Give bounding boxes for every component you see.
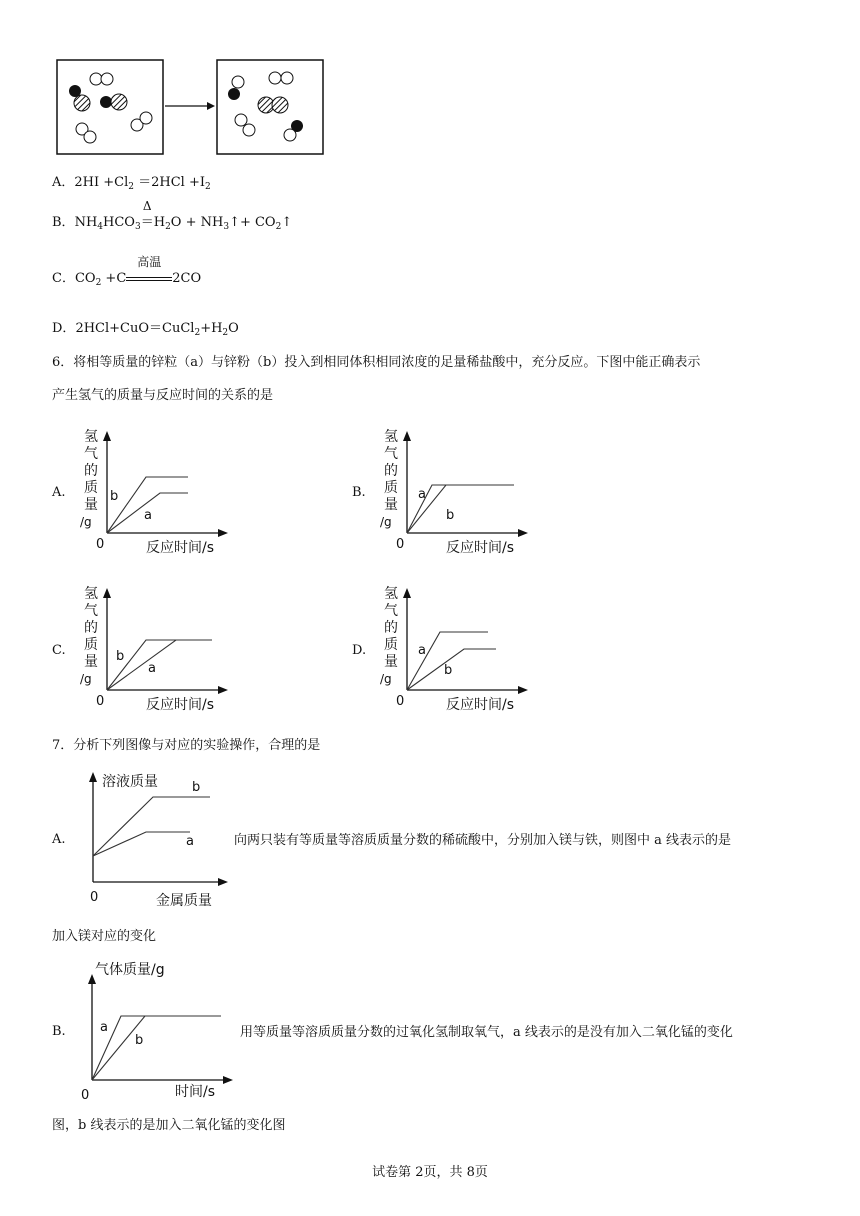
q6-option-c-letter: C. [52, 643, 66, 658]
q6-option-d-graph [376, 582, 546, 717]
q6-ylabel-char: /g [80, 672, 92, 686]
q6-ylabel-char: 的 [84, 620, 98, 636]
q6-ylabel-char: 氢 [84, 429, 98, 445]
q5-option-a: A．$2HI +Cl_2 =2HCl +I_2$ [52, 175, 211, 192]
q5-option-d: D．$2HCl+CuO=CuCl_2+H_2O$ [52, 321, 239, 338]
q6-origin-label: 0 [396, 537, 405, 552]
q7-option-a-letter: A. [52, 832, 66, 847]
q6-upper-line-label: a [418, 643, 426, 658]
q5-option-c: C．$CO_2 +C$ 高温 2CO [52, 255, 202, 288]
q6-option-a-graph [76, 425, 246, 560]
q6-ylabel-char: 质 [384, 480, 398, 496]
q6-ylabel-char: 氢 [384, 586, 398, 602]
q7-option-b-text2: 图，b 线表示的是加入二氧化锰的变化图 [52, 1118, 286, 1133]
q6-ylabel-char: 氢 [384, 429, 398, 445]
q6-lower-line-label: b [446, 508, 455, 523]
q6-xlabel: 反应时间/s [146, 540, 215, 556]
q6-ylabel-char: 质 [84, 480, 98, 496]
q7-option-b-graph [75, 960, 240, 1100]
q6-lower-line-label: b [444, 663, 453, 678]
q6-origin-label: 0 [96, 694, 105, 709]
svg-text:b: b [192, 780, 201, 795]
svg-text:0: 0 [90, 890, 99, 905]
q7-option-a-text1: 向两只装有等质量等溶质质量分数的稀硫酸中，分别加入镁与铁，则图中 a 线表示的是 [234, 833, 732, 848]
q6-ylabel-char: 氢 [84, 586, 98, 602]
svg-text:a: a [100, 1020, 108, 1035]
q6-xlabel: 反应时间/s [446, 697, 515, 713]
q6-stem-line2: 产生氢气的质量与反应时间的关系的是 [52, 388, 274, 403]
q6-lower-line-label: a [148, 661, 156, 676]
q6-ylabel-char: 气 [384, 446, 398, 462]
q6-ylabel-char: /g [380, 515, 392, 529]
svg-text:a: a [186, 834, 194, 849]
q6-origin-label: 0 [396, 694, 405, 709]
q6-ylabel-char: 气 [84, 603, 98, 619]
q6-origin-label: 0 [96, 537, 105, 552]
svg-text:0: 0 [81, 1088, 90, 1100]
q6-ylabel-char: 的 [84, 463, 98, 479]
q7-option-b-text1: 用等质量等溶质质量分数的过氧化氢制取氧气，a 线表示的是没有加入二氧化锰的变化 [240, 1025, 733, 1040]
q6-lower-line-label: a [144, 508, 152, 523]
q6-ylabel-char: 的 [384, 463, 398, 479]
q6-xlabel: 反应时间/s [146, 697, 215, 713]
q6-xlabel: 反应时间/s [446, 540, 515, 556]
q6-ylabel-char: 的 [384, 620, 398, 636]
q7-stem: 7．分析下列图像与对应的实验操作，合理的是 [52, 738, 321, 753]
svg-text:时间/s: 时间/s [175, 1084, 216, 1100]
q6-option-b-graph [376, 425, 546, 560]
q6-upper-line-label: b [110, 489, 119, 504]
q6-ylabel-char: 质 [384, 637, 398, 653]
q6-ylabel-char: 量 [384, 654, 398, 670]
q6-ylabel-char: /g [80, 515, 92, 529]
svg-text:气体质量/g: 气体质量/g [95, 962, 165, 978]
q6-ylabel-char: 气 [384, 603, 398, 619]
q7-option-a-graph [70, 770, 230, 910]
q6-ylabel-char: 质 [84, 637, 98, 653]
q6-ylabel-char: 气 [84, 446, 98, 462]
q7-option-b-letter: B. [52, 1024, 66, 1039]
q6-option-b-letter: B. [352, 485, 366, 500]
q6-option-c-graph [76, 582, 246, 717]
q6-ylabel-char: 量 [84, 497, 98, 513]
q7-option-a-text2: 加入镁对应的变化 [52, 929, 157, 944]
q6-option-d-letter: D. [352, 643, 367, 658]
q6-ylabel-char: 量 [384, 497, 398, 513]
svg-text:金属质量: 金属质量 [156, 893, 212, 909]
q6-ylabel-char: 量 [84, 654, 98, 670]
q6-ylabel-char: /g [380, 672, 392, 686]
q5-option-b: B．$NH_4HCO_3$ Δ $=H_2O$ + $NH_3↑+$ $CO_2↑$ [52, 199, 293, 232]
molecule-reaction-diagram [55, 58, 327, 158]
q6-upper-line-label: a [418, 487, 426, 502]
svg-text:b: b [135, 1033, 144, 1048]
svg-text:溶液质量: 溶液质量 [102, 774, 158, 790]
q6-stem-line1: 6．将相等质量的锌粒（a）与锌粉（b）投入到相同体积相同浓度的足量稀盐酸中，充分反应。下图中能正确表示 [52, 355, 701, 370]
q6-upper-line-label: b [116, 649, 125, 664]
q6-option-a-letter: A. [52, 485, 66, 500]
page-footer: 试卷第 2页，共 8页 [372, 1165, 488, 1180]
